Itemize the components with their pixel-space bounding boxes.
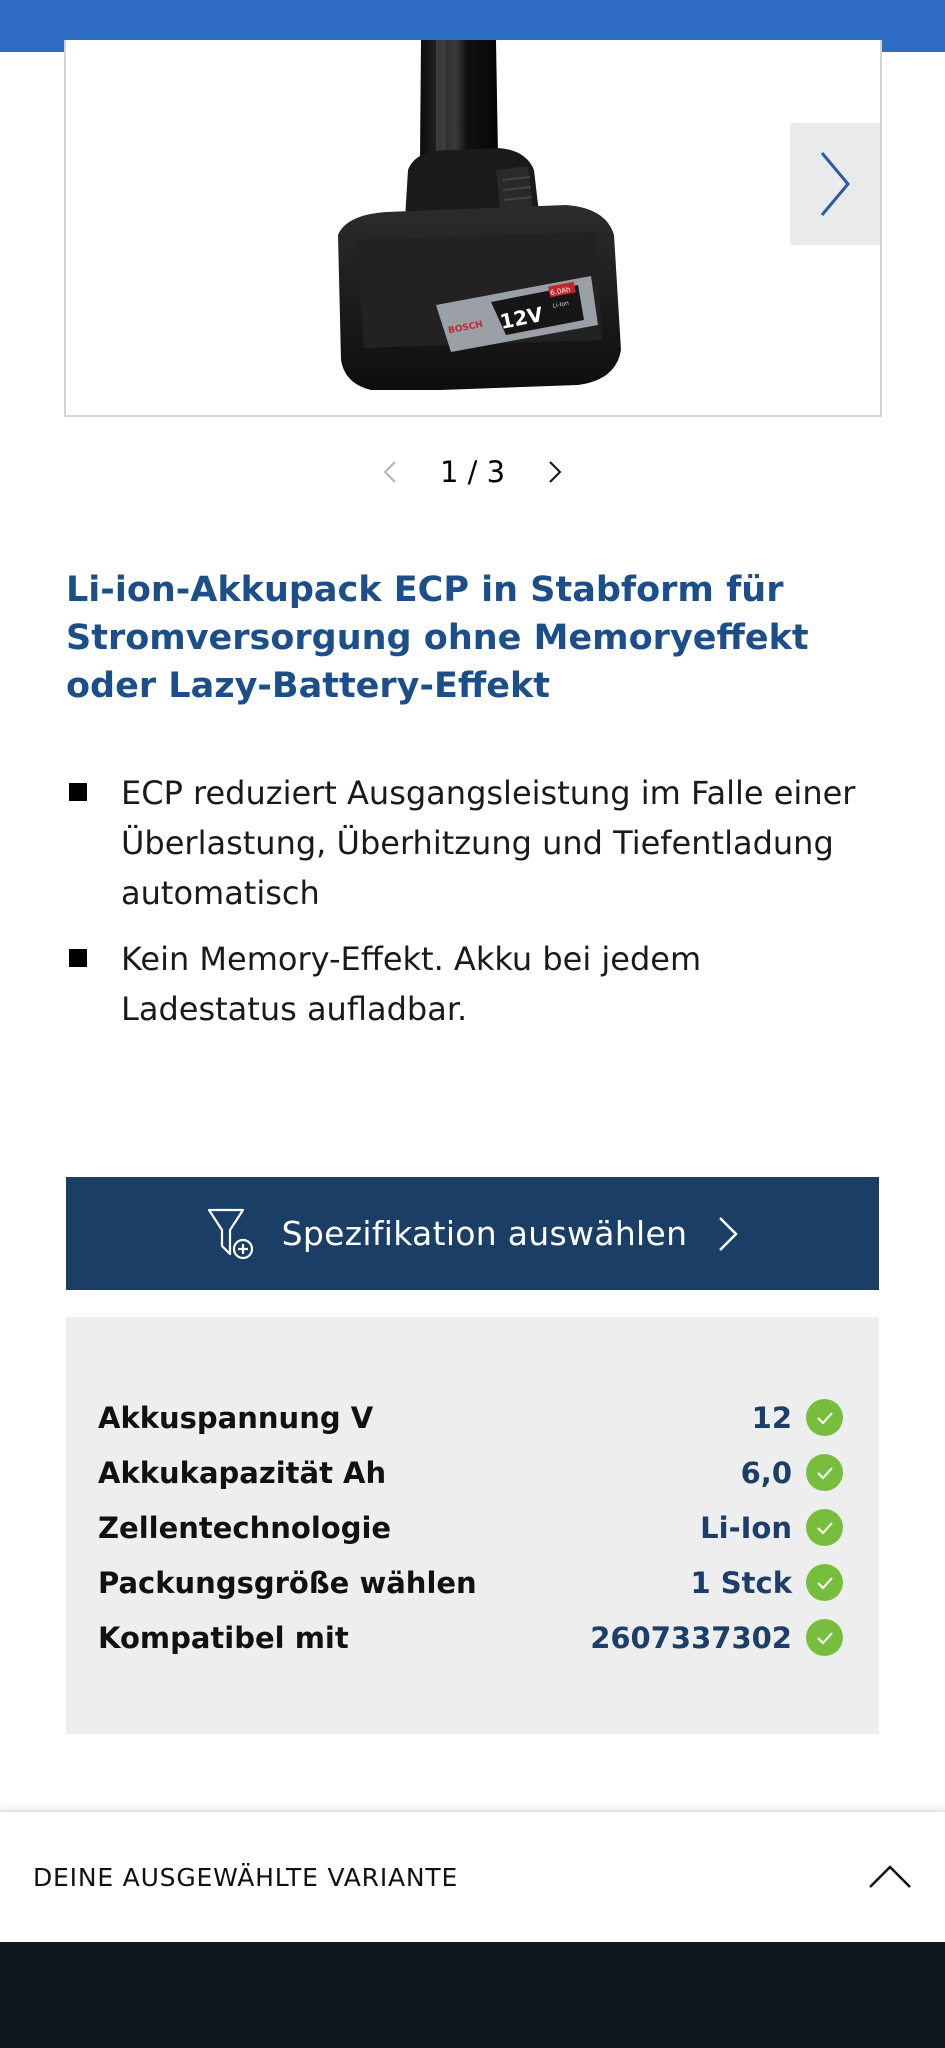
spec-value: 12 (751, 1400, 792, 1435)
spec-row-pack-size (98, 1555, 843, 1610)
spec-label: Akkukapazität Ah (98, 1455, 387, 1490)
check-icon (806, 1399, 843, 1436)
selected-variant-toggle[interactable] (0, 1810, 945, 1942)
pager-count: 1 / 3 (439, 455, 506, 489)
product-title: Li-ion-Akkupack ECP in Stabform für Stromversorgung ohne Memoryeffekt oder Lazy-Battery-Effekt (66, 570, 809, 706)
feature-list (66, 768, 886, 1050)
feature-item (66, 934, 886, 1034)
spec-value: Li-Ion (700, 1510, 792, 1545)
specification-summary (66, 1317, 879, 1734)
product-image-gallery (64, 40, 882, 417)
chevron-left-icon (383, 460, 397, 484)
spec-row-voltage (98, 1390, 843, 1445)
filter-plus-icon (206, 1206, 256, 1262)
battery-capacity-label: 6.0Ah (549, 285, 572, 298)
spec-value: 6,0 (740, 1455, 792, 1490)
battery-product-image (316, 40, 646, 390)
gallery-pager (0, 450, 945, 494)
battery-type-label: Li-Ion (551, 299, 570, 310)
pager-next-button[interactable] (525, 450, 585, 494)
check-icon (806, 1454, 843, 1491)
bullet-square-icon (69, 783, 87, 801)
chevron-right-icon (717, 1215, 739, 1253)
bullet-square-icon (69, 949, 87, 967)
selected-variant-label: DEINE AUSGEWÄHLTE VARIANTE (33, 1862, 459, 1892)
spec-value: 2607337302 (590, 1620, 792, 1655)
select-specification-button[interactable] (66, 1177, 879, 1290)
spec-label: Packungsgröße wählen (98, 1565, 477, 1600)
spec-label: Zellentechnologie (98, 1510, 392, 1545)
spec-row-cell-technology (98, 1500, 843, 1555)
battery-brand-label: BOSCH (447, 319, 484, 337)
chevron-up-icon (867, 1864, 913, 1890)
chevron-right-icon (548, 460, 562, 484)
spec-label: Kompatibel mit (98, 1620, 349, 1655)
chevron-right-icon (818, 149, 852, 219)
spec-value: 1 Stck (690, 1565, 792, 1600)
spec-row-compatible (98, 1610, 843, 1665)
battery-voltage-label: 12V (497, 302, 545, 334)
footer-area (0, 1942, 945, 2048)
feature-item (66, 768, 886, 918)
spec-row-capacity (98, 1445, 843, 1500)
check-icon (806, 1509, 843, 1546)
gallery-next-button[interactable] (790, 123, 880, 245)
feature-text: ECP reduziert Ausgangsleistung im Falle einer Überlastung, Überhitzung und Tiefentladung automatisch (121, 774, 856, 912)
feature-text: Kein Memory-Effekt. Akku bei jedem Ladestatus aufladbar. (121, 940, 702, 1028)
select-specification-label: Spezifikation auswählen (281, 1214, 688, 1253)
spec-label: Akkuspannung V (98, 1400, 374, 1435)
check-icon (806, 1564, 843, 1601)
pager-prev-button[interactable] (360, 450, 420, 494)
check-icon (806, 1619, 843, 1656)
